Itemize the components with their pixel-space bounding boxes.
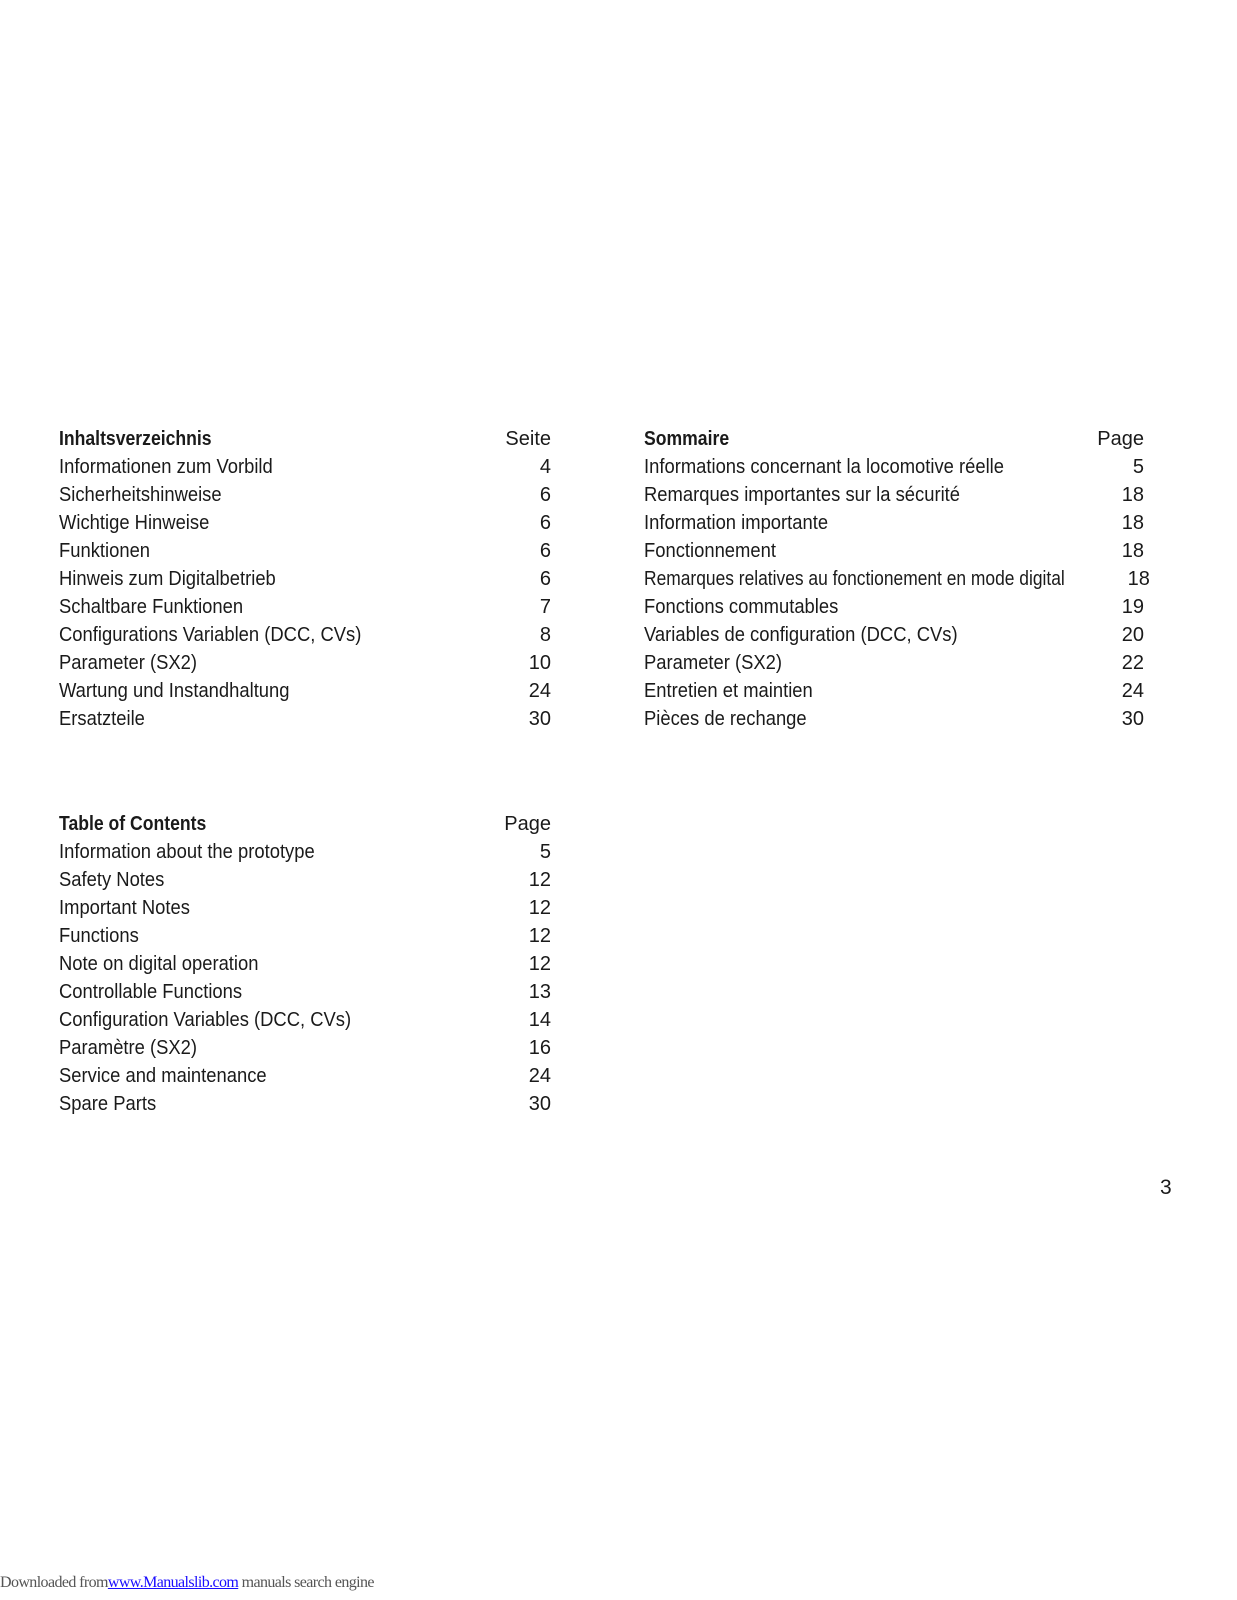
entry-label: Controllable Functions [59, 981, 243, 1003]
entry-page-number: 24 [528, 1065, 551, 1087]
entry-label: Wartung und Instandhaltung [59, 680, 290, 702]
entry-label: Fonctions commutables [644, 596, 839, 618]
toc-entry [59, 922, 551, 950]
toc-entry [59, 866, 551, 894]
entry-label: Parameter (SX2) [59, 652, 198, 674]
entry-label: Safety Notes [59, 869, 165, 891]
entry-page-number: 5 [1132, 456, 1144, 478]
toc-entry [644, 621, 1144, 649]
entry-label: Functions [59, 925, 139, 947]
entry-page-number: 6 [539, 512, 551, 534]
toc-german [59, 425, 551, 733]
entry-page-number: 6 [539, 568, 551, 590]
toc-entry [59, 1090, 551, 1118]
toc-entry [59, 1034, 551, 1062]
toc-header [644, 425, 1144, 453]
toc-entry [59, 1006, 551, 1034]
toc-entry [59, 453, 551, 481]
toc-entry [59, 649, 551, 677]
entry-page-number: 30 [528, 1093, 551, 1115]
entry-page-number: 6 [539, 540, 551, 562]
toc-entry [644, 677, 1144, 705]
entry-page-number: 10 [528, 652, 551, 674]
toc-entry [59, 705, 551, 733]
entry-page-number: 30 [528, 708, 551, 730]
toc-heading: Sommaire [644, 428, 730, 450]
entry-label: Schaltbare Funktionen [59, 596, 244, 618]
toc-entry [644, 705, 1144, 733]
toc-entry [59, 838, 551, 866]
toc-entry [59, 593, 551, 621]
entry-page-number: 18 [1121, 512, 1144, 534]
entry-label: Parameter (SX2) [644, 652, 783, 674]
toc-entry [644, 593, 1144, 621]
entry-label: Remarques relatives au fonctionement en mode digital [644, 568, 1065, 590]
entry-page-number: 20 [1121, 624, 1144, 646]
entry-label: Sicherheitshinweise [59, 484, 222, 506]
entry-page-number: 16 [528, 1037, 551, 1059]
toc-heading: Inhaltsverzeichnis [59, 428, 212, 450]
entry-label: Note on digital operation [59, 953, 259, 975]
toc-entry [59, 950, 551, 978]
entry-label: Entretien et maintien [644, 680, 813, 702]
entry-page-number: 18 [1121, 484, 1144, 506]
toc-entry [644, 509, 1144, 537]
entry-label: Hinweis zum Digitalbetrieb [59, 568, 276, 590]
toc-entry [59, 1062, 551, 1090]
entry-page-number: 12 [528, 953, 551, 975]
entry-page-number: 24 [528, 680, 551, 702]
entry-page-number: 19 [1121, 596, 1144, 618]
toc-entry [644, 565, 1150, 593]
toc-entry [59, 894, 551, 922]
entry-label: Funktionen [59, 540, 151, 562]
download-footer [0, 1573, 374, 1593]
page-column-heading: Page [1097, 428, 1144, 450]
entry-page-number: 7 [539, 596, 551, 618]
toc-french [644, 425, 1150, 733]
entry-label: Service and maintenance [59, 1065, 267, 1087]
entry-label: Important Notes [59, 897, 190, 919]
entry-label: Wichtige Hinweise [59, 512, 210, 534]
entry-page-number: 14 [528, 1009, 551, 1031]
toc-heading: Table of Contents [59, 813, 207, 835]
entry-page-number: 4 [539, 456, 551, 478]
entry-label: Pièces de rechange [644, 708, 807, 730]
entry-label: Spare Parts [59, 1093, 157, 1115]
entry-label: Ersatzteile [59, 708, 145, 730]
entry-label: Configuration Variables (DCC, CVs) [59, 1009, 352, 1031]
entry-page-number: 22 [1121, 652, 1144, 674]
toc-entry [644, 649, 1144, 677]
toc-header [59, 810, 551, 838]
entry-label: Informations concernant la locomotive réelle [644, 456, 1005, 478]
entry-page-number: 8 [539, 624, 551, 646]
entry-label: Paramètre (SX2) [59, 1037, 198, 1059]
entry-page-number: 13 [528, 981, 551, 1003]
toc-header [59, 425, 551, 453]
manualslib-link[interactable]: www.Manualslib.com [107, 1574, 239, 1591]
page-number: 3 [1160, 1176, 1172, 1199]
entry-page-number: 18 [1121, 540, 1144, 562]
entry-label: Remarques importantes sur la sécurité [644, 484, 961, 506]
entry-page-number: 18 [1127, 568, 1150, 590]
toc-entry [644, 537, 1144, 565]
entry-label: Information about the prototype [59, 841, 315, 863]
entry-label: Configurations Variablen (DCC, CVs) [59, 624, 362, 646]
toc-entry [59, 621, 551, 649]
toc-english [59, 810, 551, 1118]
entry-label: Variables de configuration (DCC, CVs) [644, 624, 958, 646]
toc-entry [59, 978, 551, 1006]
toc-entry [59, 481, 551, 509]
entry-label: Information importante [644, 512, 829, 534]
entry-page-number: 24 [1121, 680, 1144, 702]
entry-page-number: 12 [528, 897, 551, 919]
toc-entry [59, 537, 551, 565]
entry-page-number: 30 [1121, 708, 1144, 730]
footer-prefix: Downloaded from [0, 1574, 108, 1591]
toc-entry [59, 509, 551, 537]
footer-suffix: manuals search engine [241, 1574, 374, 1591]
entry-page-number: 6 [539, 484, 551, 506]
page-column-heading: Seite [505, 428, 551, 450]
toc-entry [59, 677, 551, 705]
page-column-heading: Page [504, 813, 551, 835]
entry-page-number: 5 [539, 841, 551, 863]
entry-page-number: 12 [528, 925, 551, 947]
toc-entry [644, 453, 1144, 481]
toc-entry [644, 481, 1144, 509]
toc-entry [59, 565, 551, 593]
entry-label: Fonctionnement [644, 540, 776, 562]
entry-page-number: 12 [528, 869, 551, 891]
entry-label: Informationen zum Vorbild [59, 456, 273, 478]
